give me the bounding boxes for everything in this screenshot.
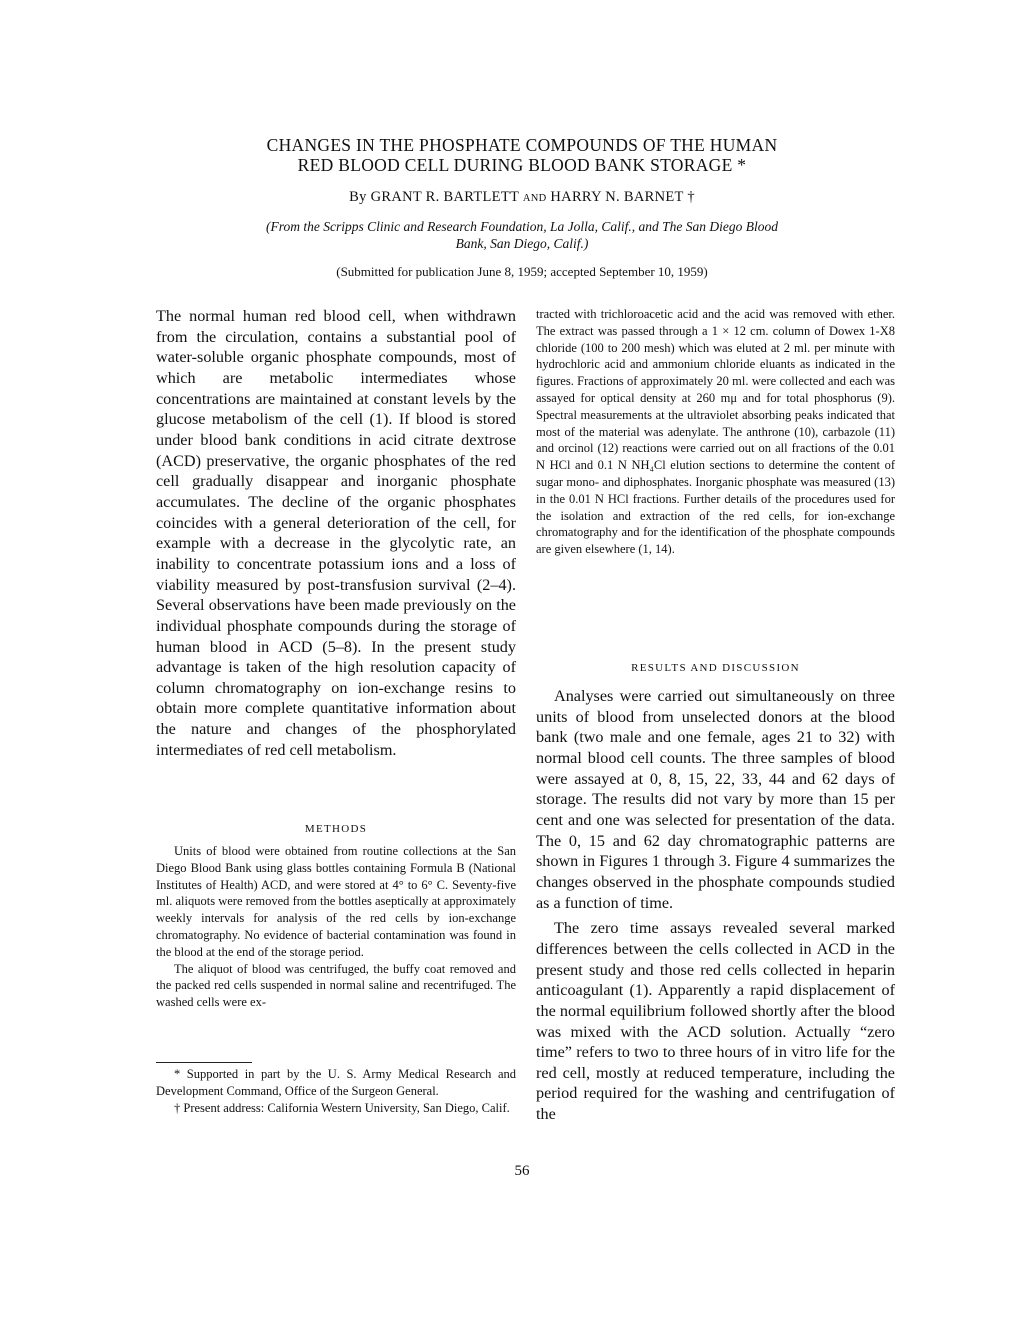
submission-dates: (Submitted for publication June 8, 1959; accepted September 10, 1959) <box>336 264 708 279</box>
affiliation-line-2: Bank, San Diego, Calif.) <box>455 236 589 251</box>
results-heading: RESULTS AND DISCUSSION <box>631 662 800 674</box>
methods-paragraph-1: Units of blood were obtained from routine collections at the San Diego Blood Bank using glass bottles containing Formula B (National Institutes of Health) ACD, and were stored at 4° to 6° C. Seventy-five ml. aliquots were removed from the bottles aseptically at approximately weekly intervals for analysis of the red cells by ion-exchange chromatography. No evidence of bacterial contamination was found in the blood at the end of the storage period. <box>156 844 516 959</box>
left-column <box>156 306 516 760</box>
title-line-2: RED BLOOD CELL DURING BLOOD BANK STORAGE * <box>297 155 747 175</box>
and-label: AND <box>522 193 547 204</box>
footnote-address: † Present address: California Western University, San Diego, Calif. <box>174 1100 510 1115</box>
page-number: 56 <box>514 1163 530 1179</box>
footnote-divider <box>156 1062 252 1063</box>
by-label: By <box>349 189 367 205</box>
methods-paragraph-2: The aliquot of blood was centrifuged, the buffy coat removed and the packed red cells suspended in normal saline and recentrifuged. The washed cells were ex- <box>156 961 516 1010</box>
title-line-1: CHANGES IN THE PHOSPHATE COMPOUNDS OF THE HUMAN <box>266 135 778 155</box>
results-paragraph-1: Analyses were carried out simultaneously on three units of blood from unselected donors at the blood bank (two male and one female, ages 21 to 32) with normal blood cell counts. The three samples of blood were assayed at 0, 8, 15, 22, 33, 44 and 62 days of storage. The results did not vary by more than 15 per cent and one was selected for presentation of the data. The 0, 15 and 62 day chromatographic patterns are shown in Figures 1 through 3. Figure 4 summarizes the changes observed in the phosphate compounds studied as a function of time. <box>536 687 895 912</box>
footnote-funding: * Supported in part by the U. S. Army Medical Research and Development Command, Office of the Surgeon General. <box>156 1067 516 1098</box>
article-title <box>150 135 894 175</box>
results-paragraph-2: The zero time assays revealed several marked differences between the cells collected in ACD in the present study and those red cells collected in heparin anticoagulant (1). Apparently a rapid displacement of the normal equilibrium followed shortly after the blood was mixed with the ACD solution. Actually “zero time” refers to two to three hours of in vitro life for the red cell, mostly at reduced temperature, including the period required for the washing and centrifugation of the <box>536 919 895 1124</box>
author-line <box>150 189 894 206</box>
results-section <box>536 662 895 1125</box>
methods-continued: tracted with trichloroacetic acid and the acid was removed with ether. The extract was passed through a 1 × 12 cm. column of Dowex 1-X8 chloride (100 to 200 mesh) which was eluted at 2 ml. per minute with hydrochloric acid and ammonium chloride eluants as indicated in the figures. Fractions of approximately 20 ml. were collected and each was assayed for optical density at 260 mμ and for total phosphorus (9). Spectral measurements at the ultraviolet absorbing peaks indicated that most of the material was adenylate. The anthrone (10), carbazole (11) and orcinol (12) reactions were carried out on all fractions of the 0.01 N HCl and 0.1 N NH₄Cl elution sections to determine the content of sugar mono- and diphosphates. Inorganic phosphate was measured (13) in the 0.01 N HCl fractions. Further details of the procedures used for the isolation and extraction of the red cells, for ion-exchange chromatography and for the identification of the phosphate compounds are given elsewhere (1, 14). <box>536 307 895 557</box>
right-column <box>536 306 895 558</box>
intro-paragraph: The normal human red blood cell, when withdrawn from the circulation, contains a substantial pool of water-soluble organic phosphate compounds, most of which are metabolic intermediates whose concentrations are maintained at constant levels by the glucose metabolism of the cell (1). If blood is stored under blood bank conditions in acid citrate dextrose (ACD) preservative, the organic phosphates of the red cell gradually disappear and inorganic phosphate accumulates. The decline of the organic phosphates coincides with a general deterioration of the cell, for example with a decrease in the glycolytic rate, an inability to concentrate potassium ions and a loss of viability measured by post-transfusion survival (2–4). Several observations have been made previously on the individual phosphate compounds during the storage of human blood in ACD (5–8). In the present study advantage is taken of the high resolution capacity of column chromatography on ion-exchange resins to obtain more complete quantitative information about the nature and changes of the phosphorylated intermediates of red cell metabolism. <box>156 307 516 759</box>
methods-heading: METHODS <box>304 823 368 835</box>
author-2: HARRY N. BARNET † <box>550 189 695 205</box>
author-1: GRANT R. BARTLETT <box>370 189 519 205</box>
methods-section <box>156 823 516 1011</box>
footnotes <box>156 1066 516 1116</box>
affiliation <box>220 218 824 252</box>
affiliation-line-1: (From the Scripps Clinic and Research Foundation, La Jolla, Calif., and The San Diego Blood <box>266 219 778 234</box>
